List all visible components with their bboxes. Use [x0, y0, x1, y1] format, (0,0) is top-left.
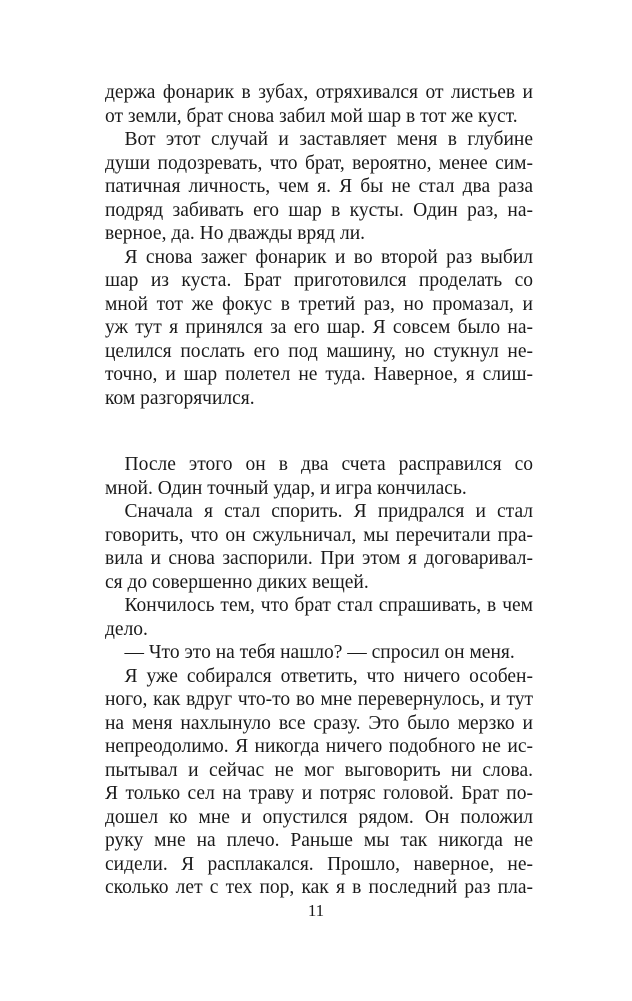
text-line: мной тот же фокус в третий раз, но промазал, и	[105, 293, 533, 315]
text-line: Сначала я стал спорить. Я придрался и стал	[105, 501, 533, 522]
text-line: ком разгорячился.	[105, 387, 255, 409]
text-line: После этого он в два счета расправился со	[105, 454, 533, 475]
text-line: сколько лет с тех пор, как я в последний раз пла-	[105, 877, 533, 898]
text-line: ного, как вдруг что-то во мне перевернулось, и тут	[105, 689, 533, 710]
text-line: сидели. Я расплакался. Прошло, наверное, не-	[105, 853, 533, 875]
text-line: точно, и шар полетел не туда. Наверное, я слиш-	[105, 364, 533, 385]
text-line: верное, да. Но дважды вряд ли.	[105, 223, 366, 244]
text-line: непреодолимо. Я никогда ничего подобного не ис-	[105, 736, 533, 757]
text-line: Я только сел на траву и потряс головой. Брат по-	[105, 783, 533, 804]
text-line: подряд забивать его шар в кусты. Один раз, на-	[105, 199, 533, 221]
text-line: вила и снова заспорили. При этом я договаривал-	[105, 548, 533, 569]
text-line: мной. Один точный удар, и игра кончилась.	[105, 477, 467, 499]
text-line: дошел ко мне и опустился рядом. Он положил	[105, 806, 533, 828]
text-line: от земли, брат снова забил мой шар в тот же куст.	[105, 105, 518, 127]
text-line: Кончилось тем, что брат стал спрашивать, в чем	[105, 595, 533, 616]
text-line: уж тут я принялся за его шар. Я совсем было на-	[105, 317, 533, 338]
text-line: — Что это на тебя нашло? — спросил он меня.	[105, 642, 515, 663]
text-line: Вот этот случай и заставляет меня в глубине	[105, 129, 533, 150]
text-line: дело.	[105, 618, 148, 640]
text-line: шар из куста. Брат приготовился проделать со	[105, 270, 533, 291]
body-text	[105, 81, 533, 900]
text-line: Я снова зажег фонарик и во второй раз выбил	[105, 246, 533, 268]
text-line: пытывал и сейчас не мог выговорить ни слова.	[105, 759, 533, 781]
text-line: души подозревать, что брат, вероятно, менее сим-	[105, 152, 533, 174]
text-line: Я уже собирался ответить, что ничего особен-	[105, 665, 533, 687]
text-line: целился послать его под машину, но стукнул не-	[105, 340, 533, 362]
text-section-1	[105, 81, 533, 410]
page-number: 11	[307, 901, 325, 920]
text-line: ся до совершенно диких вещей.	[105, 571, 369, 593]
text-line: говорить, что он сжульничал, мы перечитали пра-	[105, 524, 533, 546]
section-break	[105, 410, 533, 453]
text-line: держа фонарик в зубах, отряхивался от листьев и	[105, 82, 533, 103]
text-line: на меня нахлынуло все сразу. Это было мерзко и	[105, 712, 533, 734]
text-section-2	[105, 453, 533, 900]
text-line: патичная личность, чем я. Я бы не стал два раза	[105, 176, 533, 197]
text-line: руку мне на плечо. Раньше мы так никогда не	[105, 830, 533, 851]
